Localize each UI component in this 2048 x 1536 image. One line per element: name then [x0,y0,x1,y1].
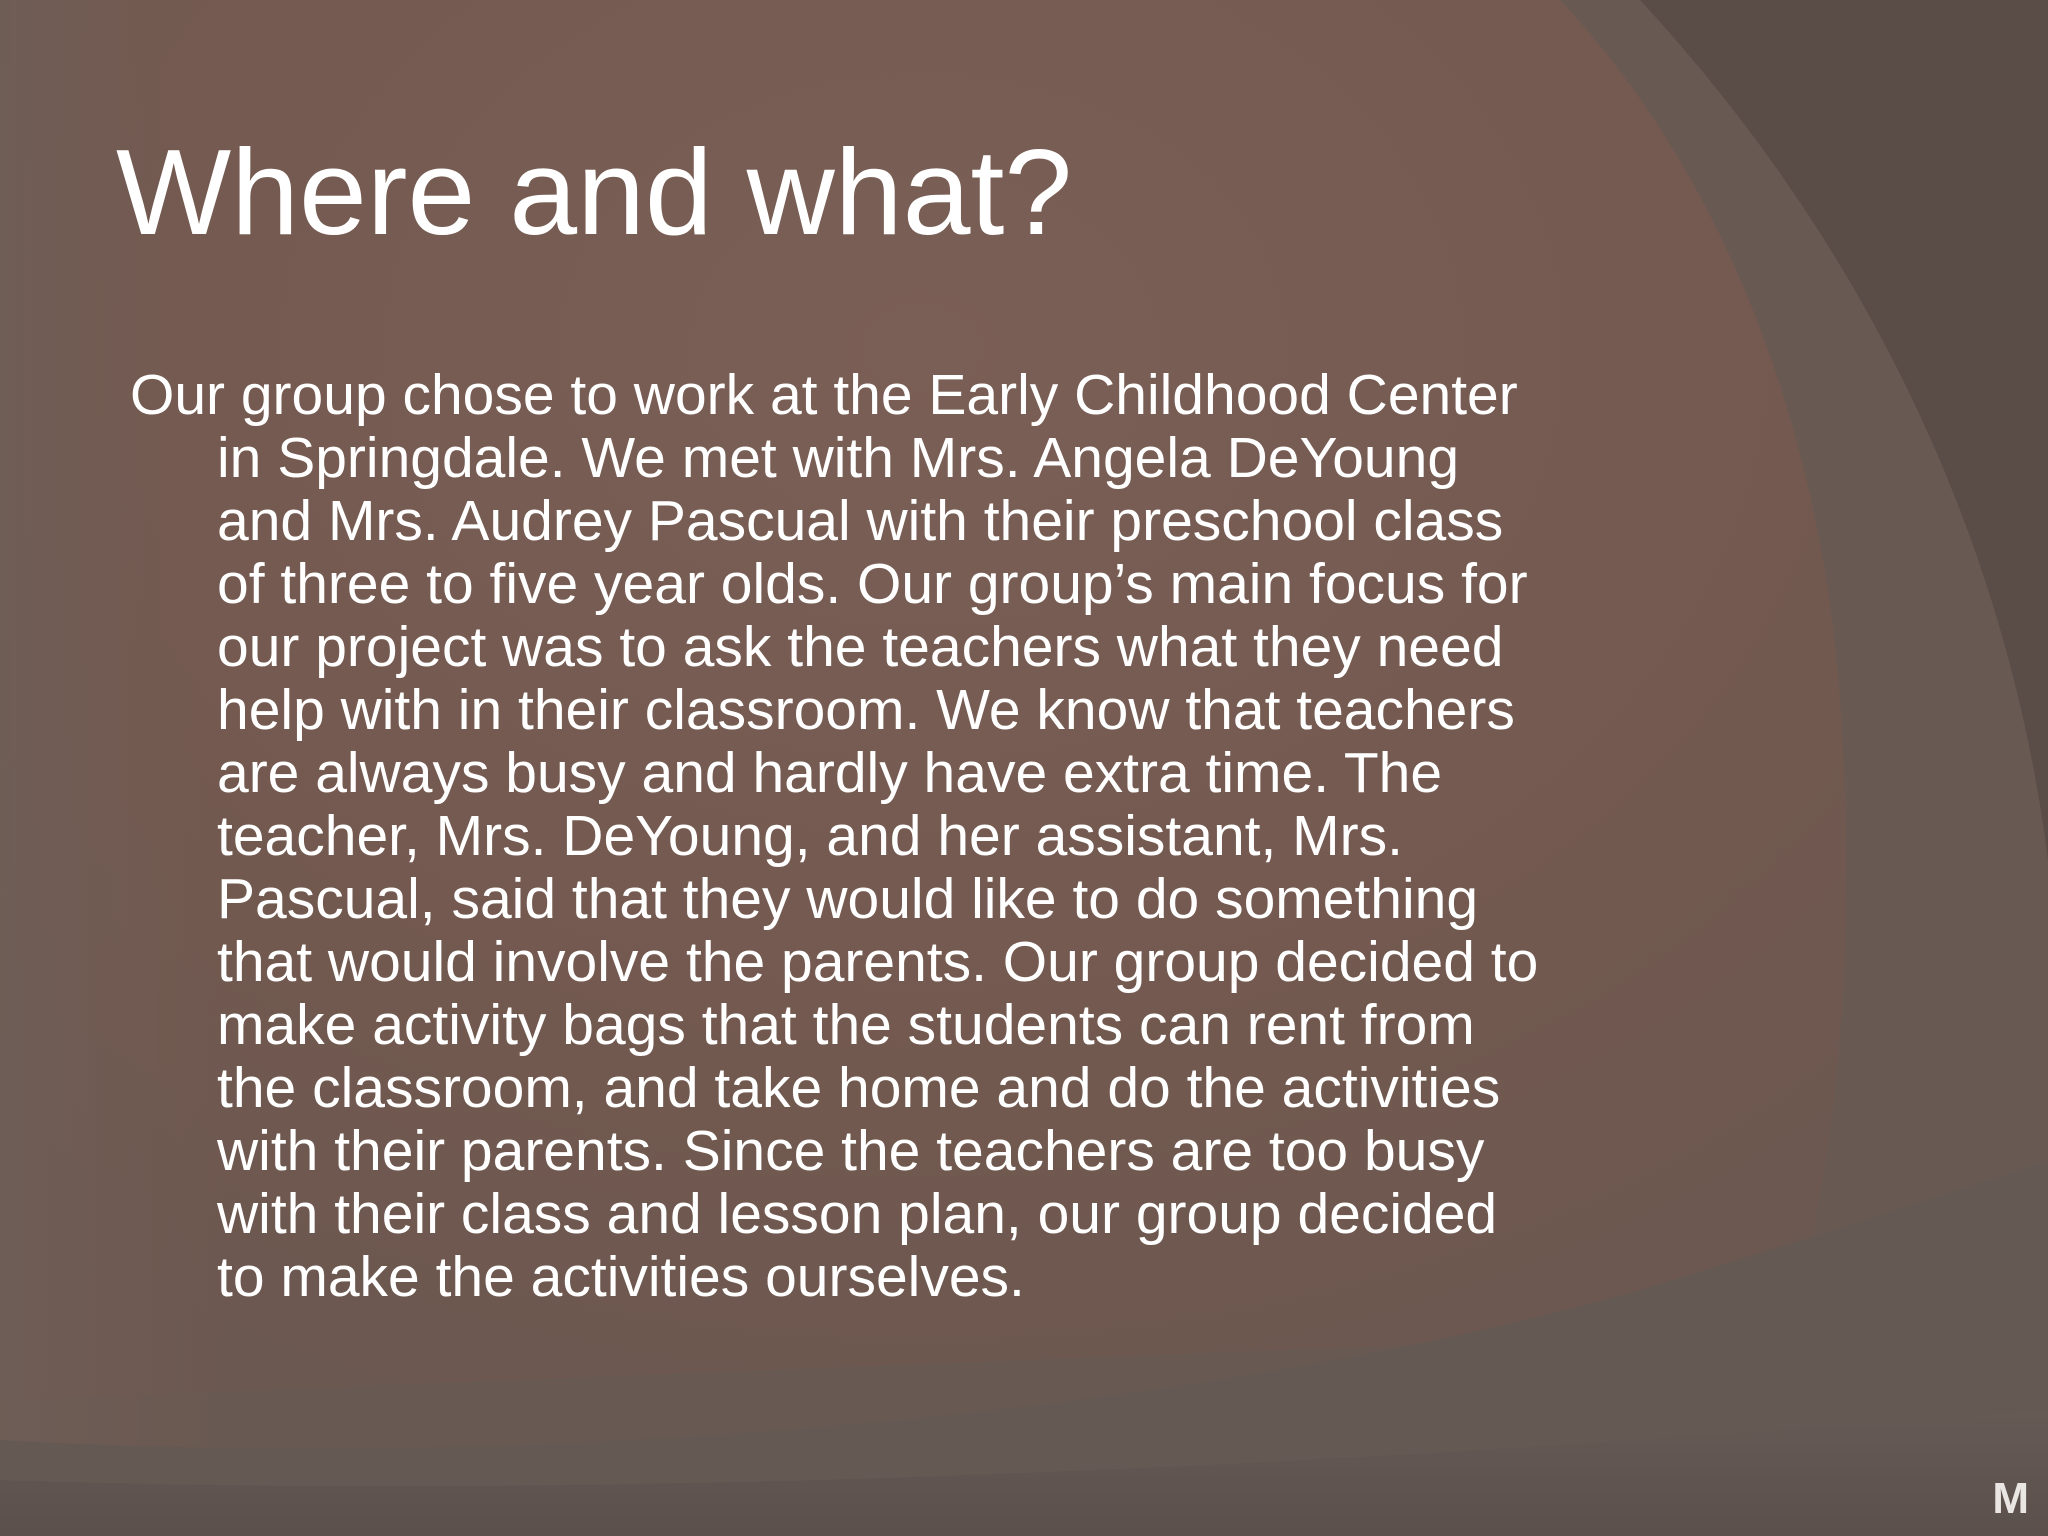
body-line: and Mrs. Audrey Pascual with their preschool class [217,489,1504,553]
slide-title: Where and what? [116,124,1073,260]
body-line: with their parents. Since the teachers are too busy [217,1119,1485,1183]
body-line: Our group chose to work at the Early Childhood Center [130,363,1518,427]
body-line: teacher, Mrs. DeYoung, and her assistant, Mrs. [217,804,1403,868]
body-line: of three to five year olds. Our group’s main focus for [217,552,1528,616]
body-line: the classroom, and take home and do the activities [217,1056,1501,1120]
corner-logo: M [1992,1474,2028,1523]
body-line: that would involve the parents. Our group decided to [217,930,1539,994]
body-line: help with in their classroom. We know that teachers [217,678,1515,742]
body-line: with their class and lesson plan, our group decided [217,1182,1498,1246]
body-line: in Springdale. We met with Mrs. Angela DeYoung [217,426,1460,490]
body-text [130,364,1830,1309]
body-line: our project was to ask the teachers what they need [217,615,1504,679]
body-line: to make the activities ourselves. [217,1245,1025,1309]
body-line: Pascual, said that they would like to do something [217,867,1479,931]
body-line: are always busy and hardly have extra time. The [217,741,1443,805]
body-line: make activity bags that the students can rent from [217,993,1475,1057]
